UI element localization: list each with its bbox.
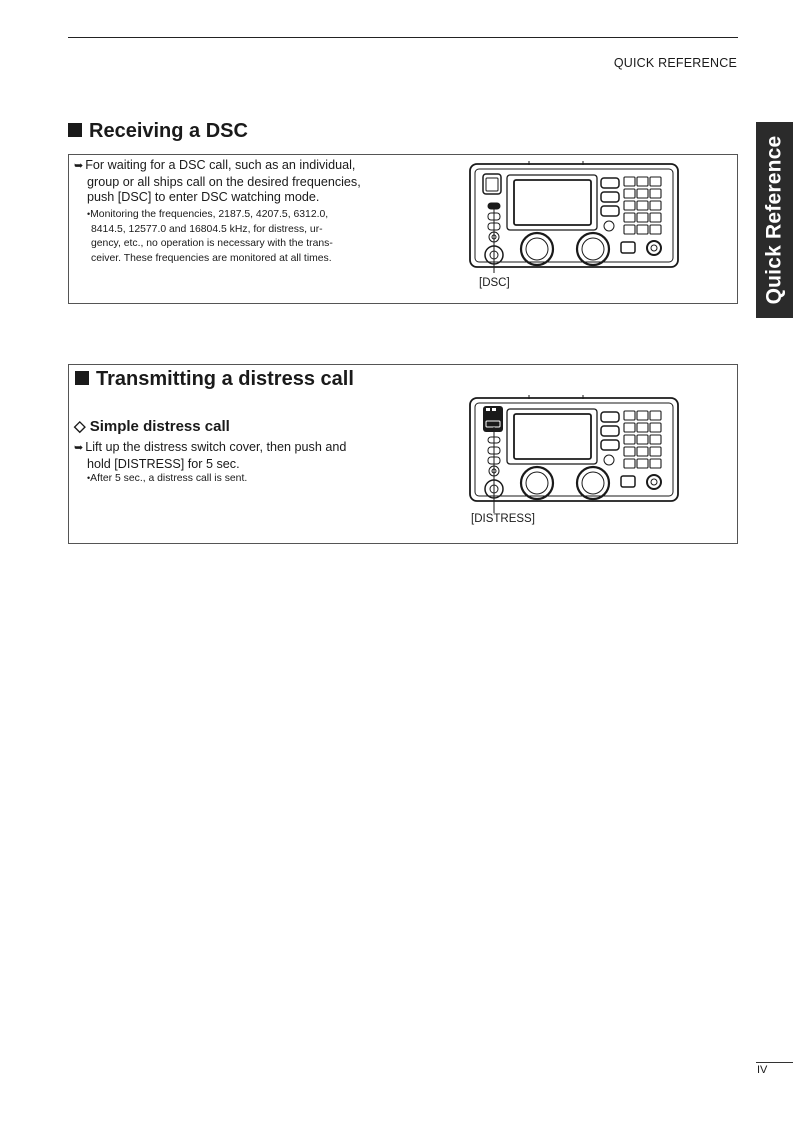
receiving-dsc-box [68,154,738,304]
subsection-title-text: Simple distress call [89,418,230,435]
note-line: •After 5 sec., a distress call is sent. [87,473,248,484]
instruction-line: group or all ships call on the desired frequencies, [87,174,361,189]
instruction-line: ➥ Lift up the distress switch cover, then push and [74,440,347,454]
receiving-dsc-instruction [74,158,386,206]
section-title-distress-call [75,368,354,391]
distress-call-instruction [74,440,386,472]
transceiver-illustration [469,395,685,513]
page-number-rule [756,1062,793,1063]
subsection-title [74,417,230,435]
note-line: ceiver. These frequencies are monitored at all times. [91,252,332,264]
instruction-line: push [DSC] to enter DSC watching mode. [87,190,320,204]
note-line: •Monitoring the frequencies, 2187.5, 4207.5, 6312.0, [87,209,329,220]
bullet-icon: • [87,209,91,219]
page-number: IV [757,1064,768,1076]
section-title-receiving-dsc [68,120,248,143]
note-line: 8414.5, 12577.0 and 16804.5 kHz, for distress, ur- [91,223,323,235]
instruction-line: ➥ For waiting for a DSC call, such as an individual, [74,158,356,172]
black-square-icon [75,371,89,385]
instruction-line: hold [DISTRESS] for 5 sec. [87,456,240,471]
section-title-text: Receiving a DSC [89,120,248,142]
transceiver-illustration [469,161,685,273]
distress-call-note [87,471,386,487]
arrow-icon: ➥ [74,160,84,172]
bullet-icon: • [87,473,91,483]
running-header: QUICK REFERENCE [613,56,737,70]
diamond-icon: ◇ [74,418,86,435]
dsc-callout-label: [DSC] [479,277,510,289]
section-title-text: Transmitting a distress call [96,368,354,390]
top-rule [68,37,738,38]
distress-call-box [68,364,738,544]
arrow-icon: ➥ [74,442,84,454]
note-line: gency, etc., no operation is necessary with the trans- [91,238,333,249]
distress-callout-label: [DISTRESS] [471,513,535,525]
side-tab [756,122,793,318]
side-tab-label: Quick Reference [762,135,786,305]
receiving-dsc-note [87,207,386,266]
black-square-icon [68,123,82,137]
